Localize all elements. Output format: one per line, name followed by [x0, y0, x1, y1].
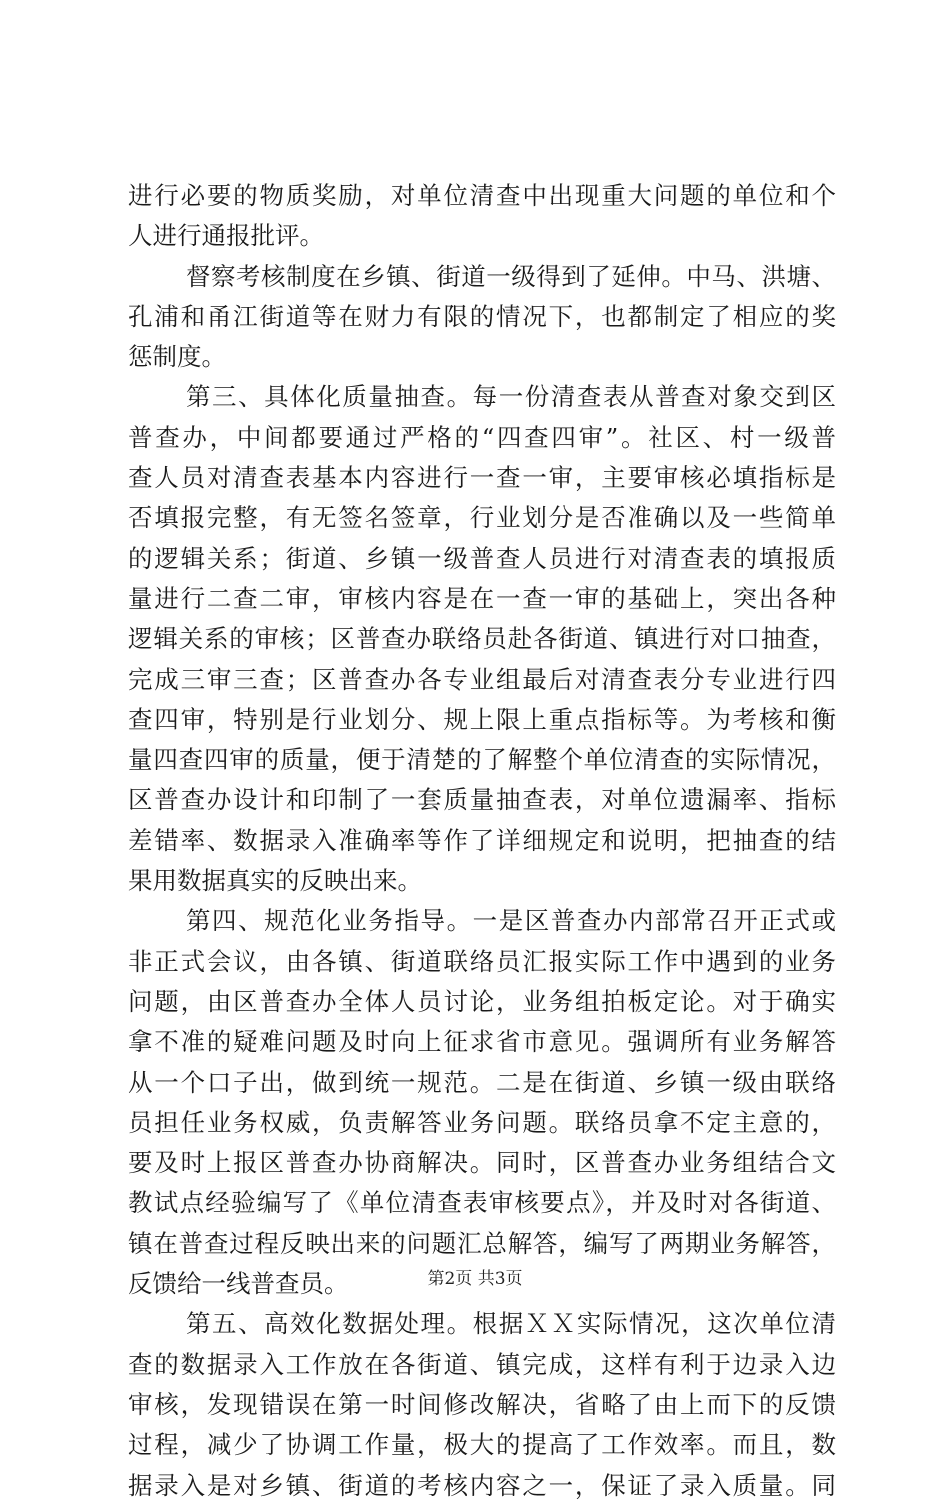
page-footer: 第2页 共3页 — [427, 1269, 523, 1289]
text-line: 教试点经验编写了《单位清查表审核要点》，并及时对各街道、 — [128, 1188, 836, 1218]
text-line: 拿不准的疑难问题及时向上征求省市意见。强调所有业务解答 — [128, 1027, 836, 1057]
text-line: 否填报完整，有无签名签章，行业划分是否准确以及一些简单 — [128, 503, 836, 533]
text-line: 差错率、数据录入准确率等作了详细规定和说明，把抽查的结 — [128, 825, 836, 855]
text-line: 量进行二查二审，审核内容是在一查一审的基础上，突出各种 — [128, 583, 836, 613]
text-line: 非正式会议，由各镇、街道联络员汇报实际工作中遇到的业务 — [128, 946, 836, 976]
text-line: 完成三审三查；区普查办各专业组最后对清查表分专业进行四 — [128, 664, 836, 694]
text-line: 查四审，特别是行业划分、规上限上重点指标等。为考核和衡 — [128, 704, 836, 734]
text-line: 进行必要的物质奖励，对单位清查中出现重大问题的单位和个 — [128, 181, 836, 210]
text-line: 员担任业务权威，负责解答业务问题。联络员拿不定主意的， — [128, 1107, 836, 1137]
text-line: 第五、高效化数据处理。根据ＸＸ实际情况，这次单位清 — [186, 1309, 836, 1339]
text-line: 镇在普查过程反映出来的问题汇总解答，编写了两期业务解答， — [128, 1228, 836, 1258]
text-line: 普查办，中间都要通过严格的“四查四审”。社区、村一级普 — [128, 422, 836, 452]
text-line: 要及时上报区普查办协商解决。同时，区普查办业务组结合文 — [128, 1148, 836, 1178]
text-line: 第三、具体化质量抽查。每一份清查表从普查对象交到区 — [186, 382, 836, 412]
text-line: 第四、规范化业务指导。一是区普查办内部常召开正式或 — [186, 906, 836, 936]
text-line: 孔浦和甬江街道等在财力有限的情况下，也都制定了相应的奖 — [128, 301, 836, 331]
text-line: 据录入是对乡镇、街道的考核内容之一，保证了录入质量。同 — [128, 1470, 836, 1500]
text-line: 反馈给一线普查员。 — [128, 1269, 349, 1299]
text-line: 问题，由区普查办全体人员讨论，业务组拍板定论。对于确实 — [128, 986, 836, 1016]
text-line: 督察考核制度在乡镇、街道一级得到了延伸。中马、洪塘、 — [186, 261, 836, 291]
text-line: 的逻辑关系；街道、乡镇一级普查人员进行对清查表的填报质 — [128, 543, 836, 573]
text-line: 果用数据真实的反映出来。 — [128, 866, 422, 896]
document-body — [128, 176, 836, 1506]
text-line: 人进行通报批评。 — [128, 221, 324, 251]
text-line: 区普查办设计和印制了一套质量抽查表，对单位遗漏率、指标 — [128, 785, 836, 815]
text-line: 查人员对清查表基本内容进行一查一审，主要审核必填指标是 — [128, 463, 836, 493]
text-line: 查的数据录入工作放在各街道、镇完成，这样有利于边录入边 — [128, 1349, 836, 1379]
text-line: 惩制度。 — [128, 342, 226, 372]
text-line: 审核，发现错误在第一时间修改解决，省略了由上而下的反馈 — [128, 1389, 836, 1419]
text-line: 从一个口子出，做到统一规范。二是在街道、乡镇一级由联络 — [128, 1067, 836, 1097]
text-line: 量四查四审的质量，便于清楚的了解整个单位清查的实际情况， — [128, 745, 836, 775]
text-line: 过程，减少了协调工作量，极大的提高了工作效率。而且，数 — [128, 1430, 836, 1460]
text-line: 逻辑关系的审核；区普查办联络员赴各街道、镇进行对口抽查， — [128, 624, 836, 654]
